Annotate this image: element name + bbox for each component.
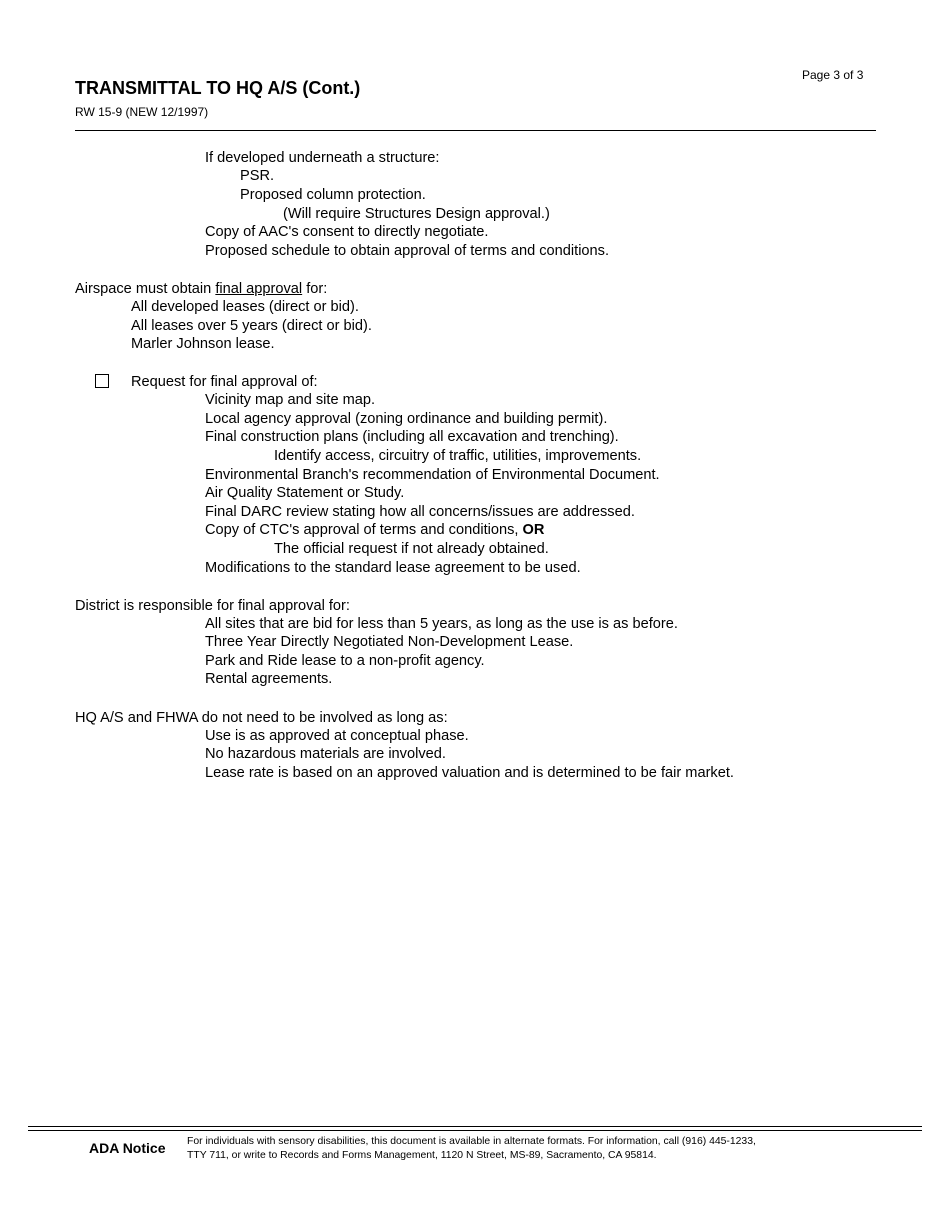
header-divider xyxy=(75,130,876,131)
airspace-intro-suffix: for: xyxy=(302,281,328,297)
district-item: Park and Ride lease to a non-profit agency. xyxy=(205,653,485,669)
request-ctc-or: OR xyxy=(522,522,545,538)
structure-column-protection: Proposed column protection. xyxy=(240,187,426,203)
request-item: Local agency approval (zoning ordinance and building permit). xyxy=(205,411,608,427)
request-item: Environmental Branch's recommendation of Environmental Document. xyxy=(205,467,660,483)
structure-design-note: (Will require Structures Design approval.) xyxy=(283,206,550,222)
ada-notice-line: For individuals with sensory disabilities, this document is available in alternate formats. For information, call (916) 445-1233, xyxy=(187,1136,756,1147)
request-item: Modifications to the standard lease agreement to be used. xyxy=(205,560,581,576)
hq-intro: HQ A/S and FHWA do not need to be involved as long as: xyxy=(75,710,448,726)
ada-notice-line: TTY 711, or write to Records and Forms Management, 1120 N Street, MS-89, Sacramento, CA 95814. xyxy=(187,1150,657,1161)
request-item-ctc xyxy=(205,521,544,539)
ada-notice-label: ADA Notice xyxy=(89,1140,166,1156)
district-intro: District is responsible for final approval for: xyxy=(75,598,350,614)
hq-item: Use is as approved at conceptual phase. xyxy=(205,728,469,744)
hq-item: Lease rate is based on an approved valuation and is determined to be fair market. xyxy=(205,765,734,781)
page-title: TRANSMITTAL TO HQ A/S (Cont.) xyxy=(75,78,361,98)
request-label: Request for final approval of: xyxy=(131,374,318,390)
request-ctc-text: Copy of CTC's approval of terms and conditions, xyxy=(205,522,523,538)
airspace-item: All developed leases (direct or bid). xyxy=(131,299,359,315)
airspace-intro-prefix: Airspace must obtain xyxy=(75,281,216,297)
request-final-approval-checkbox[interactable] xyxy=(95,374,109,388)
request-item: Vicinity map and site map. xyxy=(205,392,376,408)
request-item: Air Quality Statement or Study. xyxy=(205,485,405,501)
airspace-intro xyxy=(75,280,327,298)
structure-aac-consent: Copy of AAC's consent to directly negotiate. xyxy=(205,224,489,240)
footer-divider-top xyxy=(28,1126,922,1127)
district-item: All sites that are bid for less than 5 years, as long as the use is as before. xyxy=(205,616,678,632)
structure-schedule: Proposed schedule to obtain approval of terms and conditions. xyxy=(205,243,610,259)
structure-intro: If developed underneath a structure: xyxy=(205,150,440,166)
request-item: Final construction plans (including all excavation and trenching). xyxy=(205,429,619,445)
airspace-item: Marler Johnson lease. xyxy=(131,336,275,352)
request-subitem: Identify access, circuitry of traffic, utilities, improvements. xyxy=(274,448,642,464)
request-item: Final DARC review stating how all concerns/issues are addressed. xyxy=(205,504,635,520)
airspace-intro-final-approval: final approval xyxy=(215,281,303,297)
district-item: Three Year Directly Negotiated Non-Development Lease. xyxy=(205,634,574,650)
page-number: Page 3 of 3 xyxy=(802,68,864,82)
footer-divider-bottom xyxy=(28,1130,922,1131)
structure-psr: PSR. xyxy=(240,168,275,184)
form-number: RW 15-9 (NEW 12/1997) xyxy=(75,105,209,119)
airspace-item: All leases over 5 years (direct or bid). xyxy=(131,318,372,334)
district-item: Rental agreements. xyxy=(205,671,333,687)
hq-item: No hazardous materials are involved. xyxy=(205,746,446,762)
request-subitem: The official request if not already obtained. xyxy=(274,541,549,557)
ada-notice-text xyxy=(187,1135,756,1163)
